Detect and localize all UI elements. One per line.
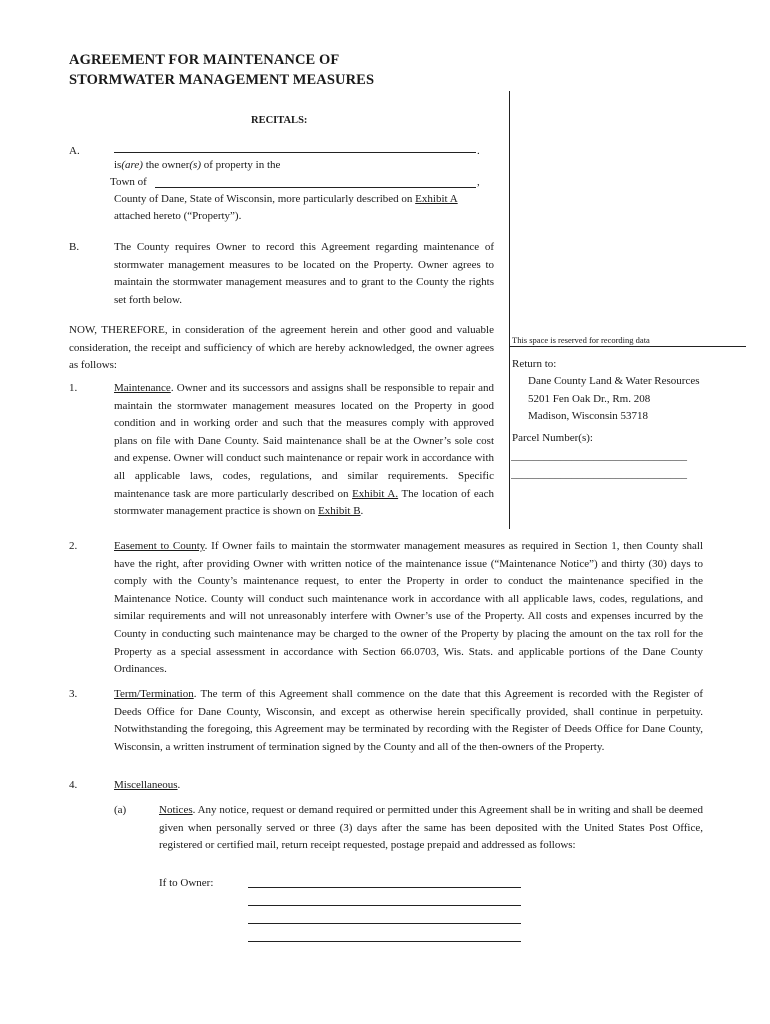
section-3-number: 3. xyxy=(69,688,78,700)
section-1-body-2: The location of each stormwater management practice is shown on xyxy=(114,487,494,518)
return-address xyxy=(528,373,700,426)
recital-b-text: The County requires Owner to record this Agreement regarding maintenance of stormwater management measures to be located on the Property. Owner agrees to maintain the stormwater management measures and to grant to the County the rights set forth below. xyxy=(114,241,494,306)
document-title xyxy=(69,50,374,90)
property-text: of property in the xyxy=(200,159,281,171)
recital-a-owner-line xyxy=(114,157,280,175)
section-2-text xyxy=(114,538,703,679)
recital-a-attached: attached hereto (“Property”). xyxy=(114,210,242,222)
recording-divider xyxy=(509,91,510,529)
section-4-heading: Miscellaneous xyxy=(114,779,178,791)
section-3-text xyxy=(114,686,703,756)
section-4a-heading: Notices xyxy=(159,804,193,816)
reserved-rule xyxy=(510,346,746,347)
return-to-label: Return to: xyxy=(512,358,557,370)
is-text: is xyxy=(114,159,122,171)
owner-plural: (s) xyxy=(189,159,201,171)
owner-address-blank-2[interactable] xyxy=(248,905,521,906)
recital-a-label: A. xyxy=(69,145,80,157)
if-to-owner-label: If to Owner: xyxy=(159,877,214,889)
town-of-label: Town of xyxy=(110,176,147,188)
section-4a-label: (a) xyxy=(114,804,127,816)
reserved-text: This space is reserved for recording data xyxy=(512,335,650,345)
are-text: (are) xyxy=(121,159,143,171)
recital-b-label: B. xyxy=(69,241,80,253)
title-line-1: AGREEMENT FOR MAINTENANCE OF xyxy=(69,52,340,68)
section-4a-body: . Any notice, request or demand required or permitted under this Agreement shall be in writing and shall be deemed given when personally served or three (3) days after the same has been deposited with the United States Post Office, registered or certified mail, return receipt requested, postage prepaid and addressed as follows: xyxy=(159,804,703,852)
recital-a-county-line xyxy=(114,191,458,209)
owner-name-blank[interactable] xyxy=(114,152,476,153)
section-2-number: 2. xyxy=(69,540,78,552)
address-line-1: Dane County Land & Water Resources xyxy=(528,375,700,387)
section-1-heading: Maintenance xyxy=(114,382,171,394)
county-text: County of Dane, State of Wisconsin, more particularly described on xyxy=(114,193,416,205)
section-3-heading: Term/Termination xyxy=(114,688,194,700)
section-1-body: . Owner and its successors and assigns shall be responsible to repair and maintain the stormwater management measures located on the Property in good condition and in working order and such that the measures comply with approved plans on file with Dane County. Said maintenance shall be at the Owner’s sole cost and expense. Owner will conduct such maintenance or repair work in accordance with all applicable laws, codes, regulations, and similar requirements. Specific maintenance task are more particularly described on xyxy=(114,382,494,500)
owner-address-blank-1[interactable] xyxy=(248,887,521,888)
section-4-number: 4. xyxy=(69,779,78,791)
section-1-number: 1. xyxy=(69,382,78,394)
exhibit-a-ref: Exhibit A xyxy=(415,193,458,205)
section-2-heading: Easement to County xyxy=(114,540,205,552)
town-comma: , xyxy=(477,176,480,188)
section-4a-text xyxy=(159,802,703,855)
section-3-body: . The term of this Agreement shall commence on the date that this Agreement is recorded with the Register of Deeds Office for Dane County, Wisconsin, and except as otherwise herein specifically provided, shall continue in perpetuity. Notwithstanding the foregoing, this Agreement may be terminated by recording with the Register of Deeds Office for Dane County, Wisconsin, a written instrument of termination signed by the County and all of the then-owners of the Property. xyxy=(114,688,703,753)
address-line-3: Madison, Wisconsin 53718 xyxy=(528,410,649,423)
now-therefore-text: NOW, THEREFORE, in consideration of the agreement herein and other good and valuable consideration, the receipt and sufficiency of which are hereby acknowledged, the owner agrees as follows: xyxy=(69,324,494,372)
section-4-end: . xyxy=(177,779,181,791)
section-1-exhibit-a: Exhibit A. xyxy=(352,487,399,500)
owner-name-period: . xyxy=(477,145,480,157)
section-1-text xyxy=(114,380,494,521)
parcel-blank-1[interactable]: ________________________________ xyxy=(511,450,687,462)
town-name-blank[interactable] xyxy=(155,187,476,188)
section-1-end: . xyxy=(360,505,364,518)
owner-address-blank-4[interactable] xyxy=(248,941,521,942)
title-line-2: STORMWATER MANAGEMENT MEASURES xyxy=(69,72,375,88)
section-2-body: . If Owner fails to maintain the stormwater management measures as required in Section 1, then County shall have the right, after providing Owner with written notice of the maintenance issue (“Maintenance Notice”) and thirty (30) days to comply with the County’s maintenance request, to enter the Property in order to conduct the maintenance specified in the Maintenance Notice. County will conduct such maintenance work in accordance with all applicable laws, codes, regulations, and similar requirements and will not unreasonably interfere with Owner’s use of the Property. All costs and expenses incurred by the County in conducting such maintenance may be charged to the owner of the Property by placing the amount on the tax roll for the Property as a special assessment in accordance with Section 66.0703, Wis. Stats. and applicable portions of the Dane County Ordinances. xyxy=(114,540,703,676)
parcel-blank-2[interactable]: ________________________________ xyxy=(511,468,687,480)
address-line-2: 5201 Fen Oak Dr., Rm. 208 xyxy=(528,392,651,405)
recitals-heading: RECITALS: xyxy=(251,115,308,126)
parcel-label: Parcel Number(s): xyxy=(512,432,593,444)
owner-address-blank-3[interactable] xyxy=(248,923,521,924)
section-1-exhibit-b: Exhibit B xyxy=(318,505,361,518)
section-4-heading-line xyxy=(114,777,180,795)
owner-text: the owner xyxy=(142,159,190,171)
